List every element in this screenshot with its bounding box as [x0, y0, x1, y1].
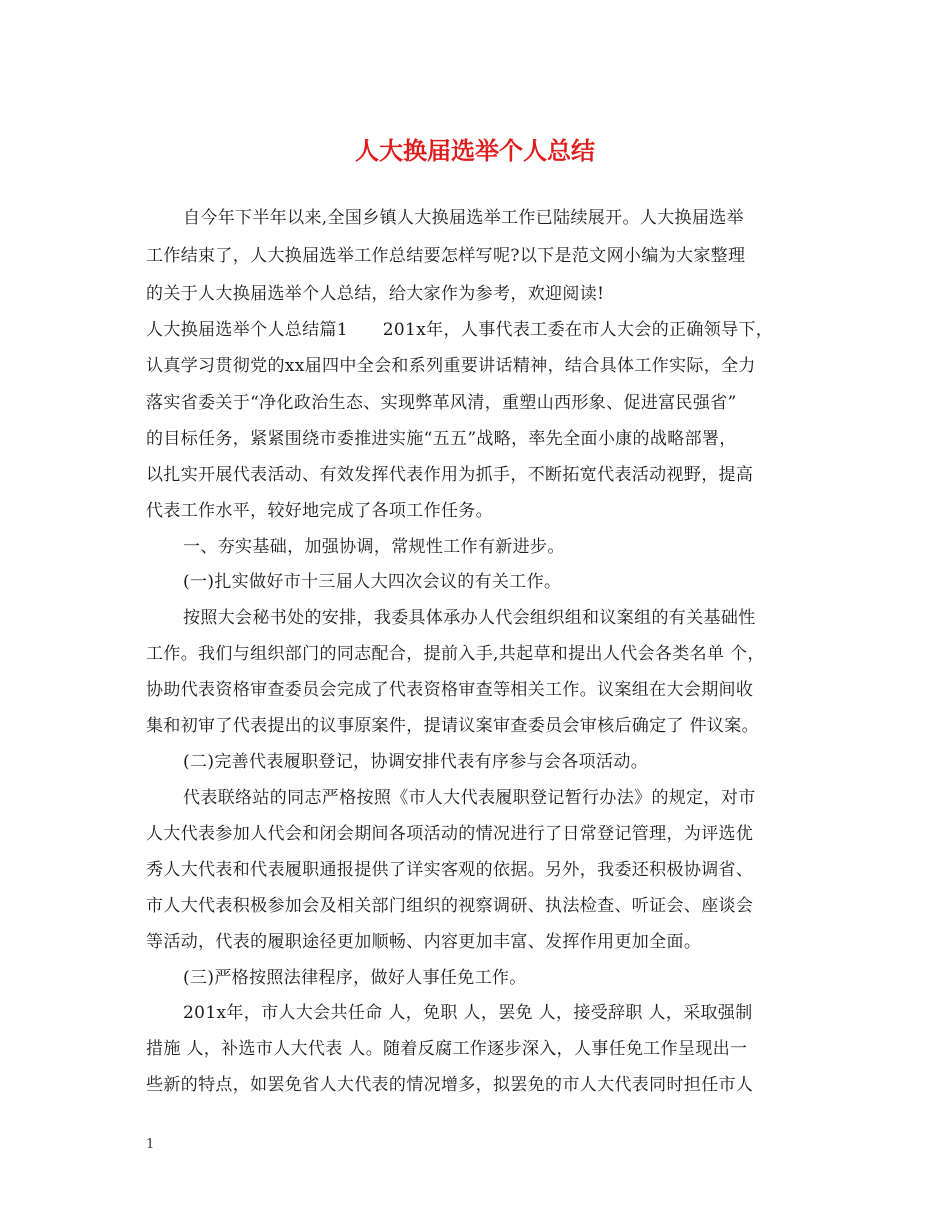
- subsection-heading: (二)完善代表履职登记，协调安排代表有序参与会各项活动。: [183, 752, 649, 772]
- paragraph-line: 市人大代表积极参加会及相关部门组织的视察调研、执法检查、听证会、座谈会: [146, 896, 754, 916]
- paragraph-line: 按照大会秘书处的安排，我委具体承办人代会组织组和议案组的有关基础性: [183, 608, 756, 628]
- paragraph-line: 自今年下半年以来,全国乡镇人大换届选举工作已陆续展开。人大换届选举: [183, 208, 744, 228]
- paragraph-line: 工作。我们与组织部门的同志配合，提前入手,共起草和提出人代会各类名单 个，: [146, 644, 765, 664]
- paragraph-line: 的关于人大换届选举个人总结，给大家作为参考，欢迎阅读!: [146, 284, 605, 304]
- paragraph-line: 人大代表参加人代会和闭会期间各项活动的情况进行了日常登记管理，为评选优: [146, 824, 754, 844]
- paragraph-line: 201x年，市人大会共任命 人，免职 人，罢免 人，接受辞职 人，采取强制: [183, 1003, 753, 1023]
- paragraph-line: 以扎实开展代表活动、有效发挥代表作用为抓手，不断拓宽代表活动视野，提高: [146, 465, 754, 485]
- paragraph-line: 些新的特点，如罢免省人大代表的情况增多，拟罢免的市人大代表同时担任市人: [146, 1075, 754, 1095]
- subsection-heading: (一)扎实做好市十三届人大四次会议的有关工作。: [183, 572, 562, 592]
- subsection-heading: (三)严格按照法律程序，做好人事任免工作。: [183, 968, 527, 988]
- paragraph-line: 代表联络站的同志严格按照《市人大代表履职登记暂行办法》的规定，对市: [183, 788, 756, 808]
- paragraph-line: 认真学习贯彻党的xx届四中全会和系列重要讲话精神，结合具体工作实际，全力: [146, 356, 756, 376]
- paragraph-line: 的目标任务，紧紧围绕市委推进实施“五五”战略，率先全面小康的战略部署，: [146, 429, 737, 449]
- paragraph-line: 工作结束了，人大换届选举工作总结要怎样写呢?以下是范文网小编为大家整理: [146, 246, 746, 266]
- page-number: 1: [146, 1137, 155, 1152]
- paragraph-line: 集和初审了代表提出的议事原案件，提请议案审查委员会审核后确定了 件议案。: [146, 716, 760, 736]
- paragraph-line: 协助代表资格审查委员会完成了代表资格审查等相关工作。议案组在大会期间收: [146, 680, 754, 700]
- paragraph-line: 秀人大代表和代表履职通报提供了详实客观的依据。另外，我委还积极协调省、: [146, 860, 754, 880]
- page-title: 人大换届选举个人总结: [355, 136, 595, 165]
- paragraph-line: 代表工作水平，较好地完成了各项工作任务。: [146, 501, 493, 521]
- paragraph-line: 措施 人，补选市人大代表 人。随着反腐工作逐步深入，人事任免工作呈现出一: [146, 1039, 748, 1059]
- paragraph-line: 落实省委关于“净化政治生态、实现弊革风清，重塑山西形象、促进富民强省”: [146, 393, 737, 413]
- section-heading: 一、夯实基础，加强协调，常规性工作有新进步。: [183, 537, 565, 557]
- paragraph-line: 人大换届选举个人总结篇1 201x年，人事代表工委在市人大会的正确领导下，: [146, 320, 774, 340]
- paragraph-line: 等活动，代表的履职途径更加顺畅、内容更加丰富、发挥作用更加全面。: [146, 932, 702, 952]
